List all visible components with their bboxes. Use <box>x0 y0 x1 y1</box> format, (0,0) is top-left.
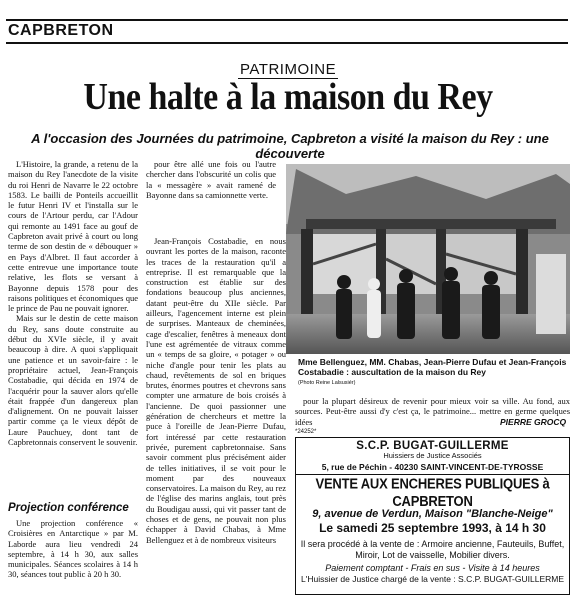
kicker: PATRIMOINE <box>240 61 337 78</box>
article-column-2 <box>146 159 276 200</box>
paragraph: L'Histoire, la grande, a retenu de la maison du Rey l'anecdote de la visite du roi Henri de Navarre le 22 octobre 1583. Le bailli de Ponteils accueillit le futur Henri IV et l'installa sur le cours de l'Artour perdu, car l'Adour qui remonte au 1491 face au gouf de Capbreton avait privé à court ou long terme de son destin de « débouquer » en Pays d'Albret. Il faut accorder à cette entrevue une importance toute relative, les flots se versant à Bayonne depuis 1578 pour des raisons politiques et économiques que le prince de Pau ne pouvait ignorer. <box>8 159 138 314</box>
deck: A l'occasion des Journées du patrimoine, Capbreton a visité la maison du Rey : une découverte <box>31 131 549 161</box>
ad-payment-terms: Paiement comptant - Frais en sus - Visite à 14 heures <box>325 563 540 573</box>
news-photo <box>286 164 570 354</box>
ad-details: Il sera procédé à la vente de : Armoire ancienne, Fauteuils, Buffet, Miroir, Lot de vaisselle, Mobilier divers. <box>300 539 565 560</box>
paragraph: Mais sur le destin de cette maison du Rey, sans doute construite au début du XVIe siècle, il y avait beaucoup à dire. A quoi s'appliquait une patience et un savoir-faire : le propriétaire actuel, Jean-François Costabadie, qui décida en 1974 de l'acquérir pour la sauver alors qu'elle était frappée d'un dangereux plan d'alignement. On ne pouvait laisser partir comme ça le vieux dépôt de Laure Pauchuey, dont tant de Capbretonnais conservent le souvenir. <box>8 313 138 448</box>
photo-illustration <box>286 164 570 354</box>
headline: Une halte à la maison du Rey <box>83 76 493 119</box>
header-rule-bottom <box>6 42 568 44</box>
section-title: CAPBRETON <box>8 22 114 39</box>
subheading: Projection conférence <box>8 502 129 514</box>
photo-caption: Mme Bellenguez, MM. Chabas, Jean-Pierre Dufau et Jean-François Costabadie : auscultation de la maison du Rey <box>298 357 567 377</box>
ad-subtitle: Huissiers de Justice Associés <box>383 451 482 460</box>
article-column-3 <box>146 236 286 545</box>
paragraph: Une projection conférence « Croisières en Antarctique » par M. Laborde aura lieu vendredi 24 septembre, à 14 h 30, aux salles municipales. Séances scolaires à 14 h 30, séances tout public à 20 h 30. <box>8 518 138 580</box>
ad-venue: 9, avenue de Verdun, Maison "Blanche-Neige" <box>312 508 553 520</box>
ad-firm-name: S.C.P. BUGAT-GUILLERME <box>356 440 509 452</box>
photo-credit: (Photo Reine Lalsusiér) <box>298 380 356 386</box>
reference-code: *24252* <box>295 429 317 435</box>
paragraph: pour être allé une fois ou l'autre chercher dans l'obscurité un colis que la « messagère » avait ramené de Bayonne dans sa camionnette verte. <box>146 159 276 200</box>
ad-address: 5, rue de Péchin - 40230 SAINT-VINCENT-DE-TYROSSE <box>321 462 544 472</box>
brief-text <box>8 518 138 580</box>
paragraph: pour la plupart désireux de revenir pour mieux voir sa ville. Au fond, aux sources. Peut-être aussi d'y c'est ça, le patrimoine... mettre en germe quelques idées <box>295 396 570 427</box>
header-rule-top <box>6 19 568 21</box>
article-column-1 <box>8 159 138 447</box>
author-signature: PIERRE GROCQ <box>500 417 567 427</box>
ad-date: Le samedi 25 septembre 1993, à 14 h 30 <box>319 521 546 535</box>
ad-headline: VENTE AUX ENCHERES PUBLIQUES à CAPBRETON <box>315 474 550 510</box>
paragraph: Jean-François Costabadie, en nous ouvrant les portes de la maison, raconte les traces de la restauration qu'il a entreprise. Il est remarquable que la construction est établie sur des fondations beaucoup plus anciennes, datant peut-être du XIIe siècle. Par ailleurs, l'agencement interne est plein de surprises. Manteaux de cheminées, cage d'escalier, fenêtres à meneaux dont l'une est agrémentée de vitraux comme un « temps de sa gloire, « potager » ou niche d'angle pour tenir les plats au chaud, revêtements de sol en briques brutes, énormes poutres et chevrons sans compter une armature de bois croisés à l'ancienne. De quoi passionner une génération de chercheurs et mettre la puce à l'oreille de Jean-Pierre Dufau, fort intéressé par cette restauration privée, purement capbretonnaise. Sans savoir comment plus précisément aider de telles initiatives, il se voit pour le moment par des nouveaux conservatoires. La maison du Rey, au rez de l'église des marins anglais, tout près du Boudigau aussi, qui vit passer tant de choses et de gens, ne pouvait non plus échapper à David Chabas, à Mme Bellenguez et à de nombreux visiteurs <box>146 236 286 545</box>
auction-advertisement <box>295 437 570 595</box>
ad-reference: L'Huissier de Justice chargé de la vente : S.C.P. BUGAT-GUILLERME <box>300 574 565 584</box>
